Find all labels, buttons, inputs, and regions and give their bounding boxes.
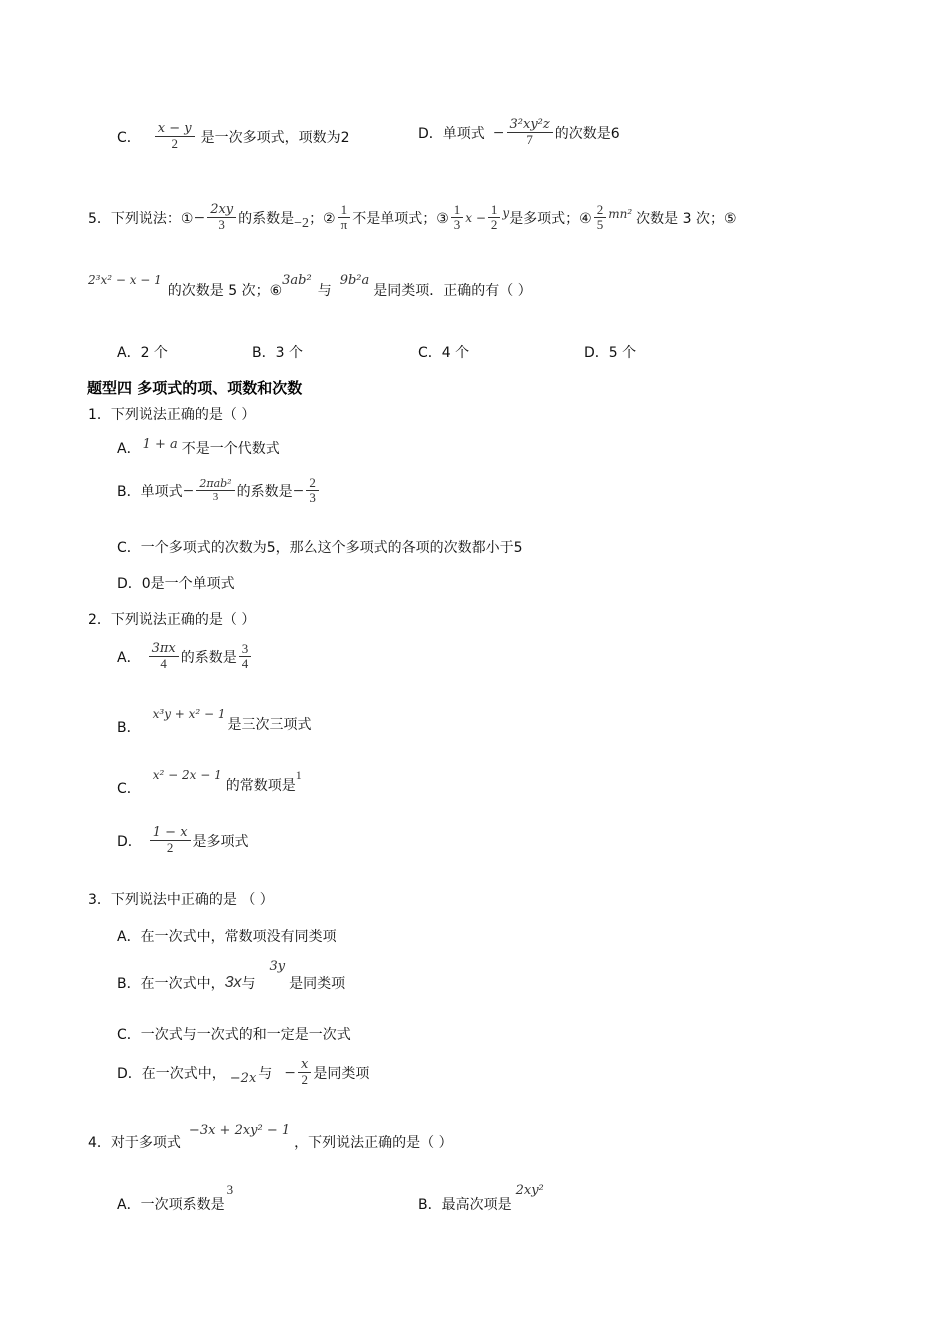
problem-1-option-d: D．0是一个单项式 bbox=[117, 576, 235, 592]
problem-1-option-c: C．一个多项式的次数为5，那么这个多项式的各项的次数都小于5 bbox=[117, 540, 523, 556]
option-text: 是一次多项式，项数为2 bbox=[200, 129, 350, 146]
problem-2-option-c: C． x² − 2x − 1 的常数项是 1 bbox=[117, 767, 302, 797]
problem-1-stem: 1．下列说法正确的是（ ） bbox=[88, 407, 256, 423]
fraction: $\frac{3\pi x}{4}$ bbox=[149, 642, 179, 672]
option-d: D．5 个 bbox=[584, 345, 637, 361]
problem-3-option-b: B．在一次式中， 3x 与 3y 是同类项 bbox=[117, 958, 346, 992]
option-d-row: D． 单项式 − $\frac{\text{3²xy²z}}{7}$ 的次数是6 bbox=[418, 117, 620, 148]
option-label: C． bbox=[117, 129, 141, 146]
fraction: $\frac{2}{3}$ bbox=[306, 476, 319, 506]
problem-2-option-d: D． $\frac{1 - x}{2}$ 是多项式 bbox=[117, 825, 249, 856]
question-5-line-2: 2³x² − x − 1 的次数是 5 次；⑥ 3ab² 与 9b²a 是同类项．正确的有（ ） bbox=[88, 272, 532, 299]
fraction: $\frac{1}{3}$ bbox=[451, 203, 464, 233]
problem-3-option-d: D．在一次式中， −2x 与 − $\frac{x}{2}$ 是同类项 bbox=[117, 1057, 370, 1088]
fraction: $\frac{\text{3²xy²z}}{7}$ bbox=[507, 118, 553, 148]
fraction: $\frac{1}{2}$ bbox=[488, 203, 501, 233]
option-c: C．4 个 bbox=[418, 345, 470, 361]
problem-2-option-a: A． $\frac{3\pi x}{4}$ 的系数是 $\frac{3}{4}$ bbox=[117, 642, 253, 672]
problem-2-option-b: B． x³y + x² − 1 是三次三项式 bbox=[117, 707, 312, 736]
fraction: $\frac{3}{4}$ bbox=[239, 642, 252, 672]
option-b: B．3 个 bbox=[252, 345, 303, 361]
fraction: $\frac{x - y}{2}$ bbox=[155, 122, 195, 152]
option-label: D． bbox=[418, 125, 443, 142]
option-c-row bbox=[117, 122, 350, 152]
problem-4-stem: 4．对于多项式 −3x + 2xy² − 1 ，下列说法正确的是（ ） bbox=[88, 1122, 453, 1151]
problem-2-stem: 2．下列说法正确的是（ ） bbox=[88, 612, 256, 628]
fraction: $\frac{2xy}{3}$ bbox=[207, 203, 236, 233]
problem-1-option-a: A． 1 + a 不是一个代数式 bbox=[117, 436, 280, 457]
problem-4-option-a: A．一次项系数是 3 bbox=[117, 1182, 234, 1213]
section-title: 题型四 多项式的项、项数和次数 bbox=[87, 379, 303, 397]
option-text: 单项式 bbox=[442, 125, 485, 142]
option-text: 的次数是6 bbox=[554, 125, 620, 142]
fraction: $\frac{1}{\pi}$ bbox=[338, 203, 351, 233]
fraction: $\frac{x}{2}$ bbox=[298, 1058, 311, 1088]
fraction: $\frac{\text{2πab²}}{3}$ bbox=[196, 478, 234, 503]
question-5-line-1: 5．下列说法：① − $\frac{2xy}{3}$ 的系数是 −2 ；② $\frac{1}{\pi}$ 不是单项式；③ $\frac{1}{3}$ x − $\frac{1}{2}$ y 是多项式；④ $\frac{2}{5}$ mn² 次数是 3 次；⑤ bbox=[88, 202, 737, 233]
problem-3-stem: 3．下列说法中正确的是 （ ） bbox=[88, 892, 274, 908]
fraction: $\frac{1 - x}{2}$ bbox=[150, 826, 191, 856]
fraction: $\frac{2}{5}$ bbox=[594, 203, 607, 233]
problem-4-option-b: B．最高次项是 2xy² bbox=[418, 1182, 544, 1213]
problem-3-option-c: C．一次式与一次式的和一定是一次式 bbox=[117, 1027, 351, 1043]
problem-3-option-a: A．在一次式中，常数项没有同类项 bbox=[117, 929, 337, 945]
problem-1-option-b: B．单项式 − $\frac{\text{2πab²}}{3}$ 的系数是 − $\frac{2}{3}$ bbox=[117, 476, 321, 506]
option-a: A．2 个 bbox=[117, 345, 168, 361]
